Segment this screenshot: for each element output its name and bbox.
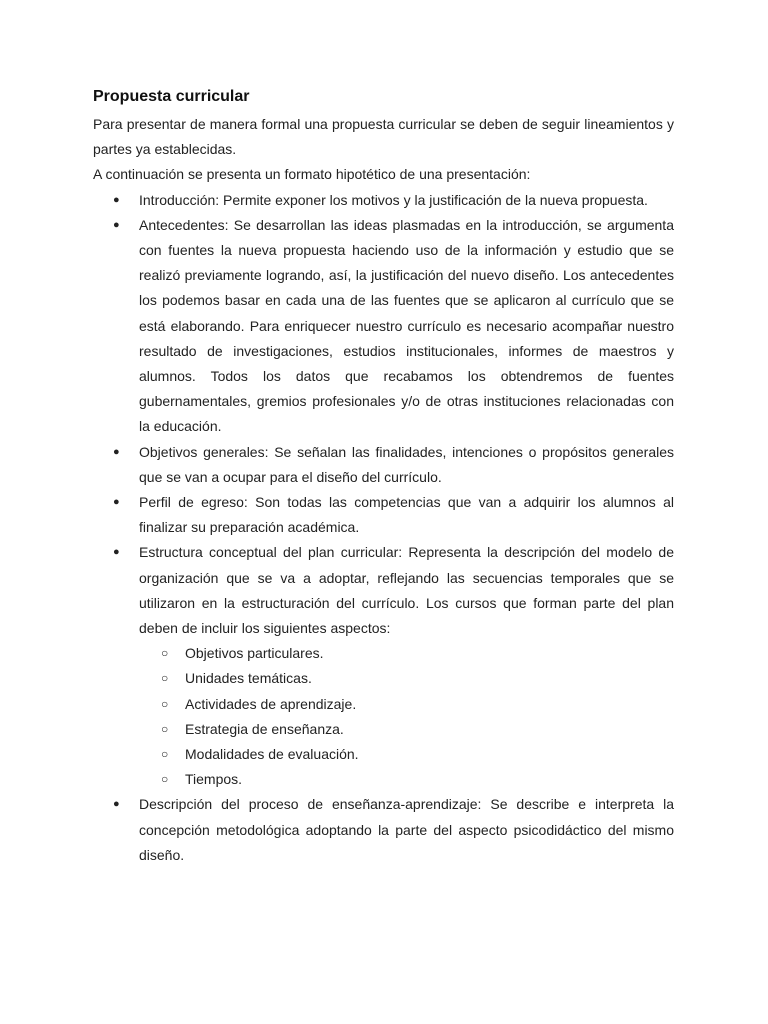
sub-list-item-text: Tiempos. <box>185 771 243 788</box>
sub-bullet-icon: ○ <box>161 721 169 736</box>
bullet-icon: ● <box>113 546 120 559</box>
sub-list-item <box>139 641 674 666</box>
list-item-text: Estructura conceptual del plan curricular: Representa la descripción del modelo de organización que se va a adoptar, reflejando las secuencias temporales que se utilizaron en la estructuración del currículo. Los cursos que forman parte del plan deben de incluir los siguientes aspectos: <box>139 544 674 637</box>
list-item-text: Perfil de egreso: Son todas las competencias que van a adquirir los alumnos al finalizar su preparación académica. <box>139 494 674 536</box>
sub-list-item-text: Unidades temáticas. <box>185 670 312 687</box>
bullet-icon: ● <box>113 218 120 231</box>
sub-list-item-text: Objetivos particulares. <box>185 645 324 662</box>
intro-paragraph-1: Para presentar de manera formal una propuesta curricular se deben de seguir lineamientos y partes ya establecidas. <box>93 116 674 158</box>
sub-bullet-icon: ○ <box>161 671 169 686</box>
sub-list-item <box>139 692 674 717</box>
list-item-text: Antecedentes: Se desarrollan las ideas plasmadas en la introducción, se argumenta con fuentes la nueva propuesta haciendo uso de la información y estudio que se realizó previamente logrando, así, la justificación del nuevo diseño. Los antecedentes los podemos basar en cada una de las fuentes que se aplicaron al currículo que se está elaborando. Para enriquecer nuestro currículo es necesario acompañar nuestro resultado de investigaciones, estudios institucionales, informes de maestros y alumnos. Todos los datos que recabamos los obtendremos de fuentes gubernamentales, gremios profesionales y/o de otras instituciones relacionadas con la educación. <box>139 216 674 435</box>
list-item-text: Objetivos generales: Se señalan las finalidades, intenciones o propósitos generales que se van a ocupar para el diseño del currículo. <box>139 443 674 485</box>
list-item-text: Introducción: Permite exponer los motivos y la justificación de la nueva propuesta. <box>139 191 648 208</box>
document-title: Propuesta curricular <box>93 88 250 105</box>
list-item-descripcion-proceso <box>93 792 674 868</box>
sub-list-item-text: Estrategia de enseñanza. <box>185 720 344 737</box>
main-bullet-list <box>93 188 674 868</box>
list-item-estructura-conceptual <box>93 540 674 792</box>
list-item-text: Descripción del proceso de enseñanza-aprendizaje: Se describe e interpreta la concepción metodológica adoptando la parte del aspecto psicodidáctico del mismo diseño. <box>139 796 674 863</box>
list-item-antecedentes <box>93 213 674 440</box>
sub-list-item <box>139 767 674 792</box>
bullet-icon: ● <box>113 496 120 509</box>
sub-list-item-text: Modalidades de evaluación. <box>185 746 359 763</box>
bullet-icon: ● <box>113 445 120 458</box>
sub-list-item <box>139 717 674 742</box>
sub-list-item-text: Actividades de aprendizaje. <box>185 695 357 712</box>
list-item-objetivos-generales <box>93 440 674 490</box>
bullet-icon: ● <box>113 798 120 811</box>
sub-bullet-icon: ○ <box>161 747 169 762</box>
sub-bullet-icon: ○ <box>161 696 169 711</box>
list-item-introduccion <box>93 188 674 213</box>
sub-bullet-icon: ○ <box>161 646 169 661</box>
sub-bullet-list <box>139 641 674 792</box>
sub-list-item <box>139 666 674 691</box>
sub-bullet-icon: ○ <box>161 772 169 787</box>
intro-paragraph-2: A continuación se presenta un formato hipotético de una presentación: <box>93 166 531 183</box>
bullet-icon: ● <box>113 193 120 206</box>
document-page <box>93 86 674 868</box>
sub-list-item <box>139 742 674 767</box>
list-item-perfil-de-egreso <box>93 490 674 540</box>
